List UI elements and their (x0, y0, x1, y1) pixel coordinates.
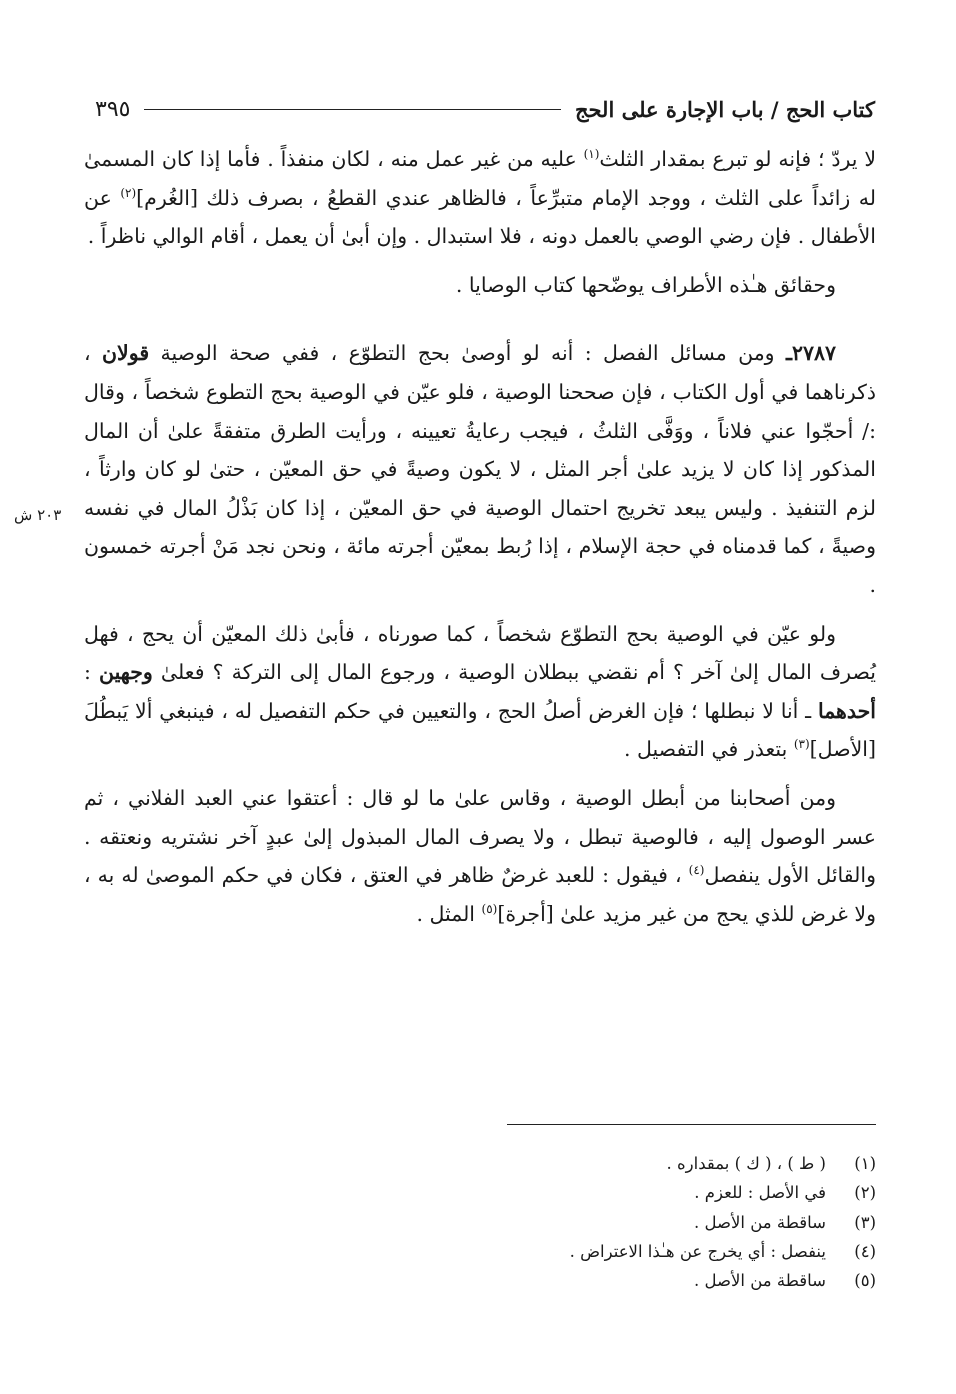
footnote (400, 1266, 876, 1295)
page-number: ٣٩٥ (95, 96, 131, 122)
text-run: ـ أنا لا نبطلها ؛ فإن الغرض أصلُ الحج ، والتعيين في حكم التفصيل له ، فينبغي ألا يَبطُلَ [الأصل] (84, 698, 876, 762)
footnote (400, 1208, 876, 1237)
paragraph (84, 334, 876, 604)
text-run: وحقائق هـٰذه الأطراف يوضّحها كتاب الوصايا . (455, 272, 836, 297)
text-run: بتعذر في التفصيل . (623, 737, 794, 762)
text-run: عليه من غير عمل منه ، لكان منفذاً . فأما إذا كان المسمىٰ له زائداً على الثلث ، ووجد الإمام متبرِّعاً ، فالظاهر عندي القطعُ ، بصرف ذلك [الغُرم] (84, 147, 877, 210)
footnote-marker: (٤) (688, 863, 705, 878)
text-run: المثل . (416, 901, 482, 926)
text-run: ، ذكرناهما في أول الكتاب ، فإن صححنا الوصية ، فلو عيّن في الوصية بحج التطوع شخصاً ، وقال :/ أحجّوا عني فلاناً ، ووَفَّى الثلثُ ، فيجب رعايةُ تعيينه ، ورأيت الطرق متفقةً علىٰ أن المال المذكور إذا كان لا يزيد علىٰ أجر المثل ، لا يكون وصيةً في حق المعيّن ، حتىٰ لو كان وارثاً ، لزم التنفيذ . وليس يبعد تخريج احتمال الوصية في حق المعيّن ، إذا كان بَذْلُ المال في نفسه وصيةً ، كما قدمناه في حجة الإسلام ، إذا رُبط بمعيّن أجرته مائة ، ونحن نجد مَنْ أجرته خمسون . (84, 341, 876, 597)
footnote-marker: (٥) (481, 901, 498, 916)
paragraph (84, 779, 876, 933)
footnote (400, 1178, 876, 1207)
bold-term: وجهين (99, 660, 153, 685)
text-run: لا يردّ ؛ فإنه لو تبرع بمقدار الثلث (599, 147, 877, 171)
footnote-number: (٢) (854, 1183, 876, 1203)
footnote-marker: (٣) (793, 737, 810, 752)
footnote-number: (١) (854, 1154, 876, 1173)
footnote-number: (٥) (854, 1271, 876, 1291)
text-run: ، فيقول : للعبد غرضٌ ظاهر في العتق ، فكان في حكم الموصىٰ له به ، ولا غرض للذي يحج من غير مزيد علىٰ [أجرة] (84, 863, 876, 926)
bold-term: ٢٧٨٧ـ (785, 341, 837, 366)
bold-term: قولان (102, 341, 150, 366)
main-text (84, 140, 876, 933)
footnote-text: ساقطة من الأصل . (694, 1271, 826, 1291)
paragraph (84, 140, 876, 256)
footnote-separator (507, 1124, 876, 1125)
text-run: ولو عيّن في الوصية بحج التطوّع شخصاً ، كما صورناه ، فأبىٰ ذلك المعيّن أن يحج ، فهل يُصرف المال إلىٰ آخر ؟ أم نقضي ببطلان الوصية ، ورجوع المال إلى التركة ؟ فعلىٰ (84, 621, 876, 685)
footnote-text: في الأصل : للعزم . (694, 1183, 826, 1203)
text-run: : (84, 660, 100, 685)
footnote-text: ساقطة من الأصل . (694, 1212, 826, 1232)
footnote-text: ( ط ) ، ( ك ) بمقداره . (666, 1154, 826, 1173)
footnote-marker: (١) (583, 147, 600, 162)
text-run: ومن مسائل الفصل : أنه لو أوصىٰ بحج التطوّع ، ففي صحة الوصية (149, 341, 786, 366)
bold-term: أحدهما (817, 698, 876, 723)
footnote-text: ينفصل : أي يخرج عن هـٰذا الاعتراض . (569, 1241, 826, 1261)
footnote (400, 1237, 876, 1266)
text-run: ومن أصحابنا من أبطل الوصية ، وقاس علىٰ ما لو قال : أعتقوا عني العبد الفلاني ، ثم عسر الوصول إليه ، فالوصية تبطل ، ولا يصرف المال المبذول إلىٰ عبدٍ آخر نشتريه ونعتقه . والقائل الأول ينفصل (84, 785, 876, 888)
footnotes (400, 1149, 876, 1295)
footnote-number: (٤) (854, 1241, 876, 1261)
chapter-title: كتاب الحج / باب الإجارة على الحج (574, 96, 875, 122)
margin-reference: ٢٠٣ ش (14, 506, 62, 524)
paragraph (84, 615, 876, 769)
running-header (95, 92, 875, 126)
paragraph (84, 266, 876, 305)
footnote-number: (٣) (854, 1212, 876, 1232)
footnote (400, 1149, 876, 1178)
text-run: عن الأطفال . فإن رضي الوصي بالعمل دونه ، فلا استبدال . وإن أبىٰ أن يعمل ، أقام الوالي ناظراً . (84, 185, 876, 249)
footnote-marker: (٢) (120, 185, 137, 200)
header-rule (144, 109, 560, 110)
